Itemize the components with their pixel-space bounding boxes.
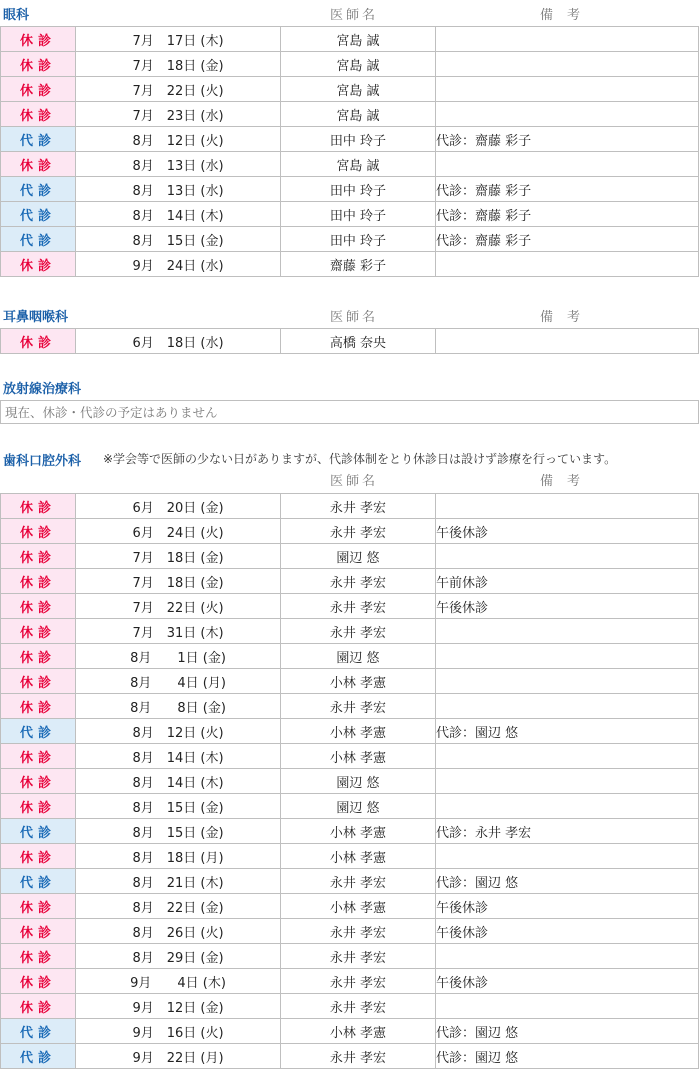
status-badge: 休診 xyxy=(1,77,76,102)
remarks-cell: 午前休診 xyxy=(436,569,699,594)
status-badge: 休診 xyxy=(1,27,76,52)
remarks-cell: 代診：齋藤 彩子 xyxy=(436,127,699,152)
schedule-table xyxy=(0,493,699,1069)
date-cell: 8月 1日 (金) xyxy=(76,644,281,669)
status-badge: 代診 xyxy=(1,127,76,152)
table-row xyxy=(1,619,699,644)
table-row xyxy=(1,252,699,277)
remarks-cell: 代診：齋藤 彩子 xyxy=(436,177,699,202)
doctor-cell: 永井 孝宏 xyxy=(281,694,436,719)
table-row xyxy=(1,329,699,354)
date-cell: 8月 26日 (火) xyxy=(76,919,281,944)
doctor-cell: 宮島 誠 xyxy=(281,52,436,77)
status-badge: 休診 xyxy=(1,994,76,1019)
column-header-doctor: 医師名 xyxy=(330,310,379,325)
remarks-cell xyxy=(436,794,699,819)
doctor-cell: 永井 孝宏 xyxy=(281,519,436,544)
table-row xyxy=(1,519,699,544)
date-cell: 8月 22日 (金) xyxy=(76,894,281,919)
date-cell: 8月 15日 (金) xyxy=(76,794,281,819)
doctor-cell: 宮島 誠 xyxy=(281,77,436,102)
status-badge: 休診 xyxy=(1,894,76,919)
date-cell: 8月 15日 (金) xyxy=(76,819,281,844)
date-cell: 9月 16日 (火) xyxy=(76,1019,281,1044)
section-title: 耳鼻咽喉科 xyxy=(3,310,69,325)
status-badge: 休診 xyxy=(1,619,76,644)
status-badge: 休診 xyxy=(1,969,76,994)
date-cell: 7月 31日 (木) xyxy=(76,619,281,644)
doctor-cell: 園辺 悠 xyxy=(281,769,436,794)
remarks-cell xyxy=(436,669,699,694)
date-cell: 7月 18日 (金) xyxy=(76,52,281,77)
section-title: 歯科口腔外科 xyxy=(3,454,82,469)
date-cell: 9月 22日 (月) xyxy=(76,1044,281,1069)
doctor-cell: 宮島 誠 xyxy=(281,102,436,127)
schedule-page xyxy=(0,2,700,1069)
date-cell: 7月 18日 (金) xyxy=(76,544,281,569)
status-badge: 休診 xyxy=(1,694,76,719)
section-header xyxy=(0,304,700,328)
table-row xyxy=(1,152,699,177)
doctor-cell: 宮島 誠 xyxy=(281,27,436,52)
remarks-cell xyxy=(436,544,699,569)
doctor-cell: 田中 玲子 xyxy=(281,202,436,227)
date-cell: 7月 23日 (水) xyxy=(76,102,281,127)
table-row xyxy=(1,644,699,669)
section-header xyxy=(0,376,700,400)
doctor-cell: 永井 孝宏 xyxy=(281,594,436,619)
section-title: 眼科 xyxy=(3,8,30,23)
status-badge: 休診 xyxy=(1,102,76,127)
table-row xyxy=(1,994,699,1019)
date-cell: 8月 12日 (火) xyxy=(76,719,281,744)
doctor-cell: 園辺 悠 xyxy=(281,644,436,669)
doctor-cell: 園辺 悠 xyxy=(281,544,436,569)
table-row xyxy=(1,744,699,769)
section-radiation-therapy xyxy=(0,376,700,424)
doctor-cell: 田中 玲子 xyxy=(281,227,436,252)
column-header-remarks: 備考 xyxy=(540,310,595,325)
status-badge: 休診 xyxy=(1,494,76,519)
section-ophthalmology xyxy=(0,2,700,277)
column-header-doctor: 医師名 xyxy=(330,8,379,23)
doctor-cell: 齋藤 彩子 xyxy=(281,252,436,277)
status-badge: 代診 xyxy=(1,1019,76,1044)
doctor-cell: 小林 孝憲 xyxy=(281,719,436,744)
status-badge: 休診 xyxy=(1,329,76,354)
status-badge: 代診 xyxy=(1,869,76,894)
table-row xyxy=(1,202,699,227)
doctor-cell: 園辺 悠 xyxy=(281,794,436,819)
status-badge: 休診 xyxy=(1,669,76,694)
status-badge: 休診 xyxy=(1,52,76,77)
status-badge: 休診 xyxy=(1,794,76,819)
date-cell: 8月 12日 (火) xyxy=(76,127,281,152)
date-cell: 8月 29日 (金) xyxy=(76,944,281,969)
remarks-cell: 代診：園辺 悠 xyxy=(436,869,699,894)
table-row xyxy=(1,52,699,77)
remarks-cell xyxy=(436,694,699,719)
status-badge: 代診 xyxy=(1,177,76,202)
table-row xyxy=(1,669,699,694)
section-oral-surgery xyxy=(0,448,700,1069)
doctor-cell: 小林 孝憲 xyxy=(281,844,436,869)
status-badge: 休診 xyxy=(1,544,76,569)
table-row xyxy=(1,127,699,152)
table-row xyxy=(1,569,699,594)
status-badge: 休診 xyxy=(1,744,76,769)
table-row xyxy=(1,694,699,719)
column-header-remarks: 備考 xyxy=(540,8,595,23)
remarks-cell xyxy=(436,494,699,519)
status-badge: 休診 xyxy=(1,944,76,969)
column-header-row xyxy=(0,472,700,493)
doctor-cell: 宮島 誠 xyxy=(281,152,436,177)
date-cell: 9月 4日 (木) xyxy=(76,969,281,994)
remarks-cell: 午後休診 xyxy=(436,919,699,944)
remarks-cell: 午後休診 xyxy=(436,969,699,994)
remarks-cell xyxy=(436,994,699,1019)
table-row xyxy=(1,102,699,127)
table-row xyxy=(1,944,699,969)
status-badge: 休診 xyxy=(1,919,76,944)
remarks-cell xyxy=(436,27,699,52)
table-row xyxy=(1,844,699,869)
doctor-cell: 永井 孝宏 xyxy=(281,569,436,594)
column-header-doctor: 医師名 xyxy=(330,474,379,489)
table-row xyxy=(1,594,699,619)
doctor-cell: 小林 孝憲 xyxy=(281,894,436,919)
date-cell: 7月 17日 (木) xyxy=(76,27,281,52)
date-cell: 7月 22日 (火) xyxy=(76,77,281,102)
status-badge: 休診 xyxy=(1,594,76,619)
status-badge: 代診 xyxy=(1,819,76,844)
table-row xyxy=(1,894,699,919)
remarks-cell: 代診：園辺 悠 xyxy=(436,1044,699,1069)
remarks-cell: 午後休診 xyxy=(436,594,699,619)
section-ent xyxy=(0,304,700,354)
remarks-cell: 代診：永井 孝宏 xyxy=(436,819,699,844)
doctor-cell: 田中 玲子 xyxy=(281,127,436,152)
doctor-cell: 永井 孝宏 xyxy=(281,944,436,969)
schedule-table xyxy=(0,328,699,354)
table-row xyxy=(1,919,699,944)
doctor-cell: 永井 孝宏 xyxy=(281,919,436,944)
status-badge: 休診 xyxy=(1,569,76,594)
remarks-cell xyxy=(436,329,699,354)
date-cell: 8月 14日 (木) xyxy=(76,202,281,227)
table-row xyxy=(1,969,699,994)
table-row xyxy=(1,769,699,794)
remarks-cell: 午後休診 xyxy=(436,519,699,544)
date-cell: 8月 21日 (木) xyxy=(76,869,281,894)
doctor-cell: 永井 孝宏 xyxy=(281,869,436,894)
remarks-cell: 代診：齋藤 彩子 xyxy=(436,227,699,252)
section-header xyxy=(0,448,700,472)
status-badge: 休診 xyxy=(1,644,76,669)
table-row xyxy=(1,177,699,202)
remarks-cell xyxy=(436,944,699,969)
status-badge: 代診 xyxy=(1,1044,76,1069)
table-row xyxy=(1,77,699,102)
remarks-cell xyxy=(436,152,699,177)
table-row xyxy=(1,794,699,819)
date-cell: 9月 12日 (金) xyxy=(76,994,281,1019)
date-cell: 6月 18日 (水) xyxy=(76,329,281,354)
doctor-cell: 高橋 奈央 xyxy=(281,329,436,354)
doctor-cell: 小林 孝憲 xyxy=(281,1019,436,1044)
date-cell: 6月 20日 (金) xyxy=(76,494,281,519)
status-badge: 休診 xyxy=(1,844,76,869)
remarks-cell xyxy=(436,619,699,644)
date-cell: 8月 13日 (水) xyxy=(76,152,281,177)
schedule-table xyxy=(0,26,699,277)
table-row xyxy=(1,27,699,52)
remarks-cell xyxy=(436,102,699,127)
section-header xyxy=(0,2,700,26)
date-cell: 7月 22日 (火) xyxy=(76,594,281,619)
table-row xyxy=(1,227,699,252)
status-badge: 休診 xyxy=(1,152,76,177)
table-row xyxy=(1,719,699,744)
status-badge: 休診 xyxy=(1,252,76,277)
remarks-cell xyxy=(436,744,699,769)
column-header-remarks: 備考 xyxy=(540,474,595,489)
status-badge: 休診 xyxy=(1,769,76,794)
no-schedule-notice: 現在、休診・代診の予定はありません xyxy=(0,400,699,424)
section-title: 放射線治療科 xyxy=(3,382,82,397)
status-badge: 代診 xyxy=(1,719,76,744)
doctor-cell: 永井 孝宏 xyxy=(281,619,436,644)
remarks-cell xyxy=(436,252,699,277)
table-row xyxy=(1,819,699,844)
doctor-cell: 田中 玲子 xyxy=(281,177,436,202)
table-row xyxy=(1,1044,699,1069)
date-cell: 8月 14日 (木) xyxy=(76,744,281,769)
remarks-cell: 午後休診 xyxy=(436,894,699,919)
status-badge: 代診 xyxy=(1,227,76,252)
doctor-cell: 小林 孝憲 xyxy=(281,819,436,844)
remarks-cell xyxy=(436,77,699,102)
doctor-cell: 永井 孝宏 xyxy=(281,494,436,519)
doctor-cell: 永井 孝宏 xyxy=(281,994,436,1019)
date-cell: 8月 18日 (月) xyxy=(76,844,281,869)
date-cell: 8月 13日 (水) xyxy=(76,177,281,202)
table-row xyxy=(1,1019,699,1044)
section-note: ※学会等で医師の少ない日がありますが、代診体制をとり休診日は設けず診療を行っています。 xyxy=(103,452,617,466)
remarks-cell: 代診：園辺 悠 xyxy=(436,719,699,744)
doctor-cell: 小林 孝憲 xyxy=(281,669,436,694)
remarks-cell: 代診：齋藤 彩子 xyxy=(436,202,699,227)
date-cell: 8月 8日 (金) xyxy=(76,694,281,719)
remarks-cell xyxy=(436,644,699,669)
remarks-cell: 代診：園辺 悠 xyxy=(436,1019,699,1044)
status-badge: 代診 xyxy=(1,202,76,227)
date-cell: 8月 14日 (木) xyxy=(76,769,281,794)
doctor-cell: 永井 孝宏 xyxy=(281,1044,436,1069)
doctor-cell: 永井 孝宏 xyxy=(281,969,436,994)
table-row xyxy=(1,869,699,894)
date-cell: 7月 18日 (金) xyxy=(76,569,281,594)
remarks-cell xyxy=(436,52,699,77)
date-cell: 6月 24日 (火) xyxy=(76,519,281,544)
table-row xyxy=(1,544,699,569)
remarks-cell xyxy=(436,844,699,869)
remarks-cell xyxy=(436,769,699,794)
status-badge: 休診 xyxy=(1,519,76,544)
date-cell: 8月 15日 (金) xyxy=(76,227,281,252)
date-cell: 8月 4日 (月) xyxy=(76,669,281,694)
doctor-cell: 小林 孝憲 xyxy=(281,744,436,769)
table-row xyxy=(1,494,699,519)
date-cell: 9月 24日 (水) xyxy=(76,252,281,277)
